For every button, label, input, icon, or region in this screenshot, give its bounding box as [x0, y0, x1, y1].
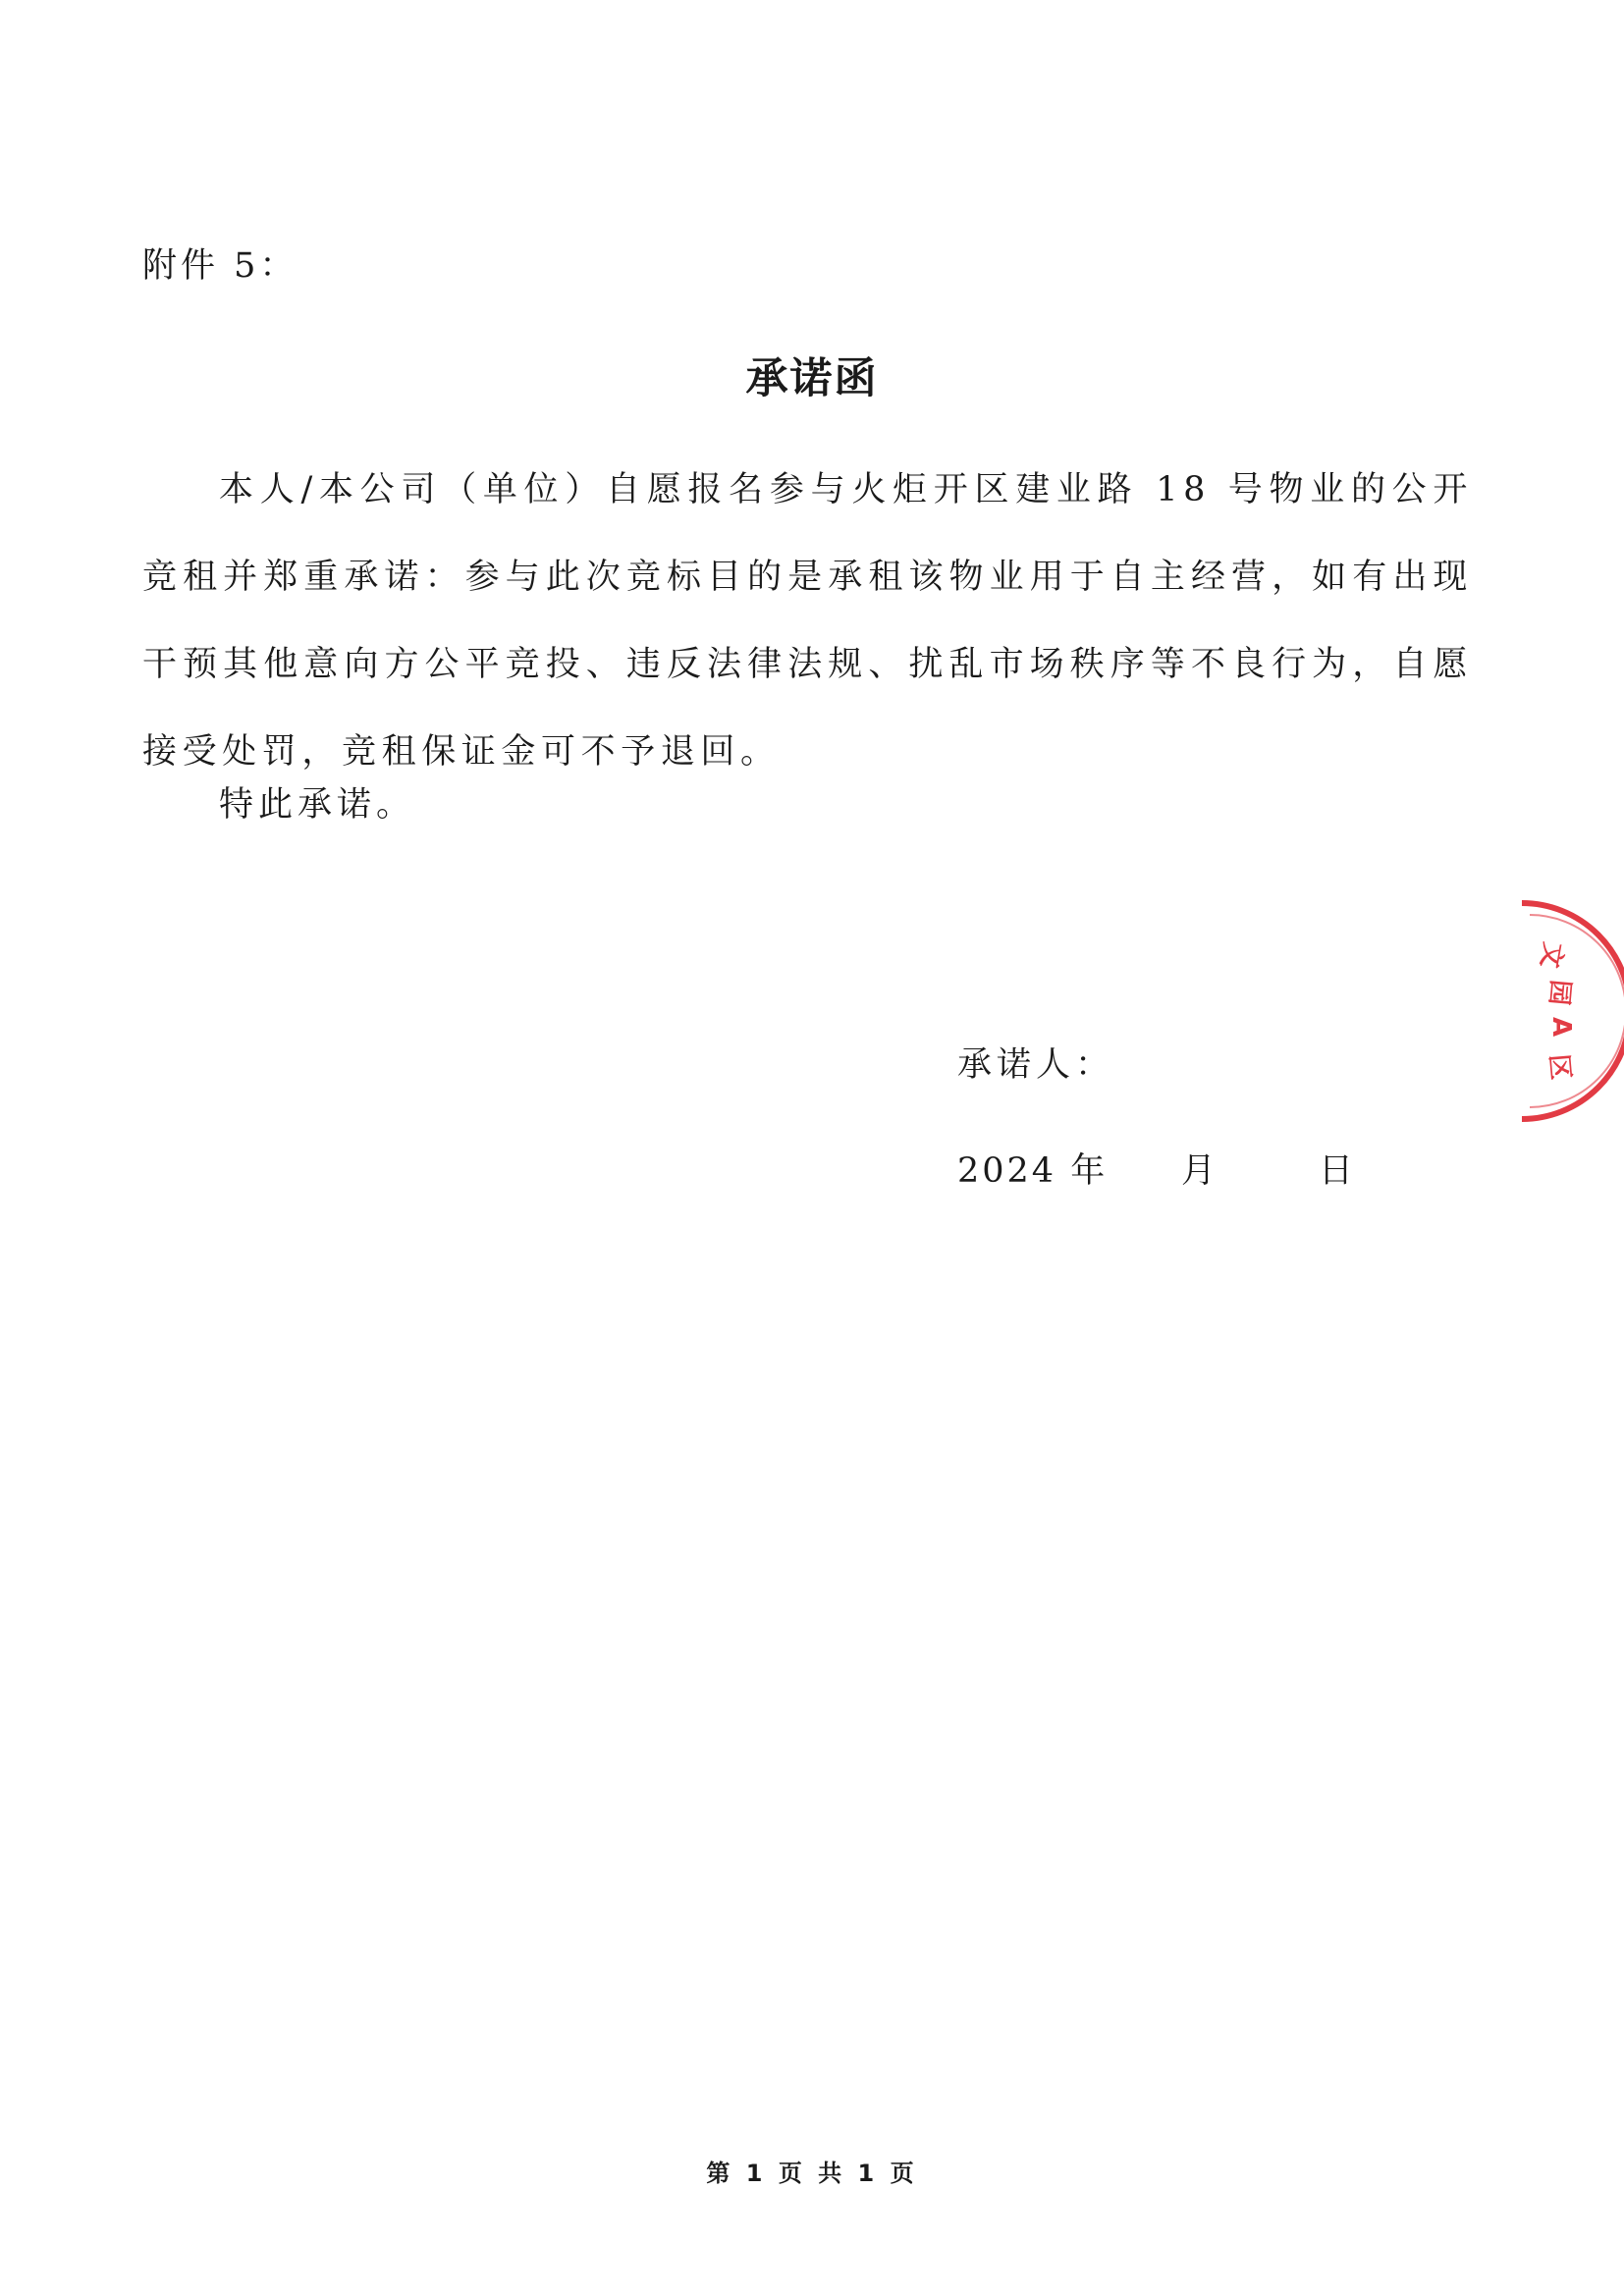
svg-text:A: A [1546, 1017, 1576, 1038]
date-year: 2024 年 [957, 1151, 1109, 1191]
document-title: 承诺函 [745, 354, 879, 403]
svg-text:区: 区 [1543, 1052, 1576, 1082]
official-seal-stamp [1492, 883, 1624, 1139]
date-month: 月 [1181, 1151, 1219, 1191]
body-paragraph: 本人/本公司（单位）自愿报名参与火炬开区建业路 18 号物业的公开竞租并郑重承诺：参与此次竞标目的是承租该物业用于自主经营，如有出现干预其他意向方公平竞投、违反法律法规、扰乱市场秩序等不良行为，自愿接受处罚，竞租保证金可不予退回。 [142, 470, 1473, 772]
closing-statement: 特此承诺。 [219, 785, 416, 825]
svg-text:文: 文 [1534, 939, 1568, 971]
date-day: 日 [1319, 1151, 1357, 1191]
svg-text:园: 园 [1543, 978, 1575, 1007]
page-footer: 第 1 页 共 1 页 [706, 2160, 918, 2187]
signer-label: 承诺人： [957, 1045, 1115, 1085]
attachment-label: 附件 5： [142, 246, 298, 286]
